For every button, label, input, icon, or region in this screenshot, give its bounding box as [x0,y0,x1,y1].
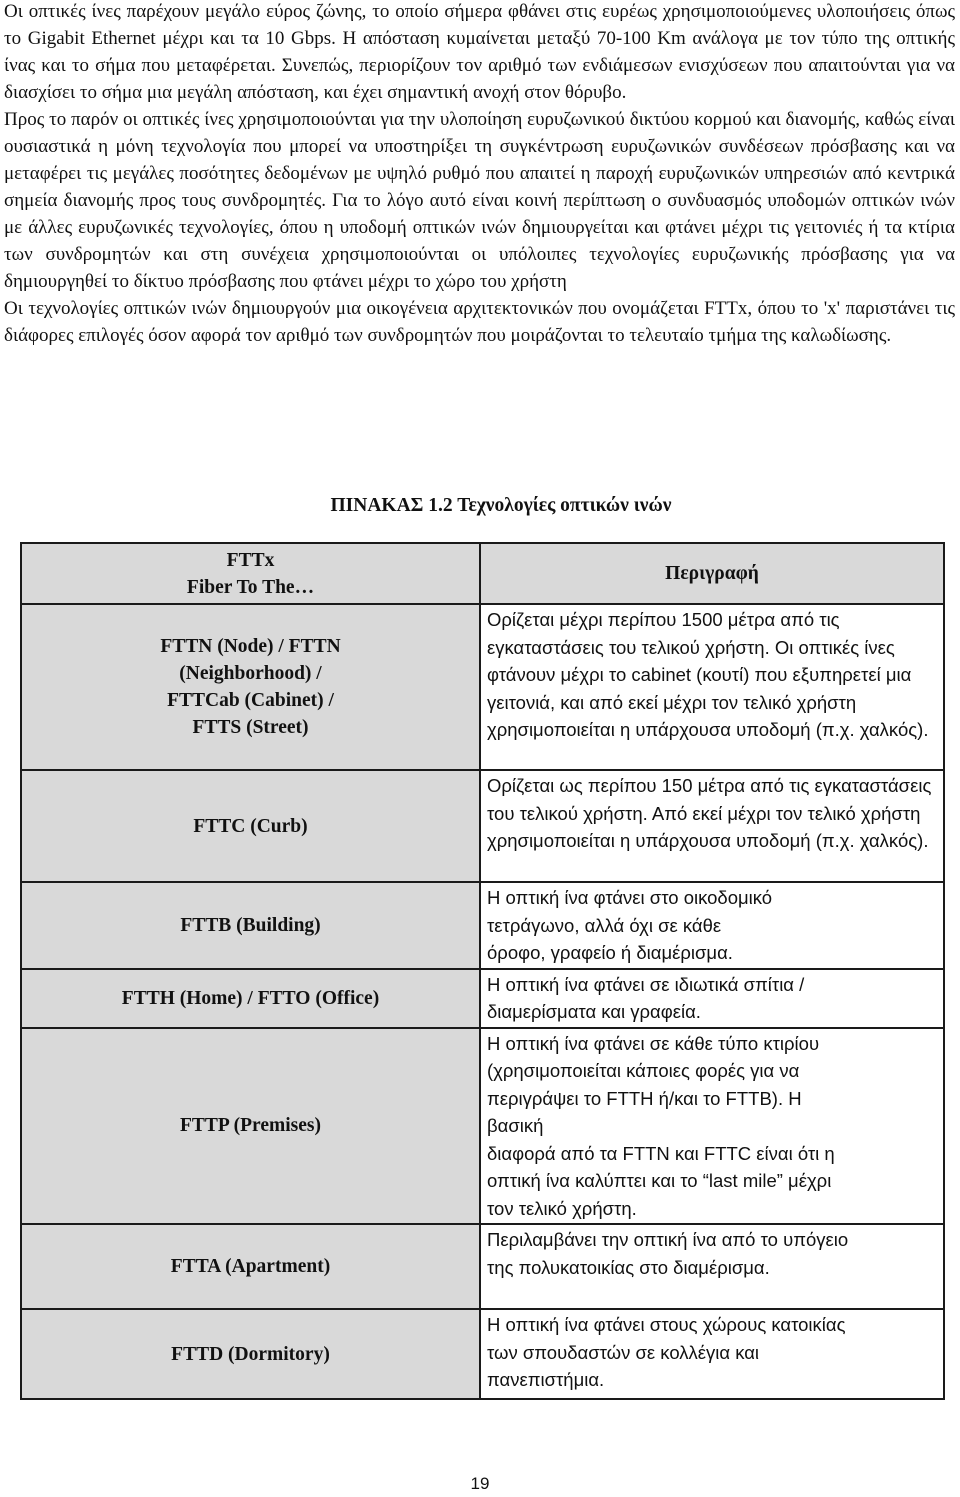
row-name-ftth: FTTH (Home) / FTTO (Office) [21,969,480,1028]
table-row [21,770,944,882]
row-description-ftth: Η οπτική ίνα φτάνει σε ιδιωτικά σπίτια / διαμερίσματα και γραφεία. [480,969,944,1028]
paragraph-backbone: Προς το παρόν οι οπτικές ίνες χρησιμοποιούνται για την υλοποίηση ευρυζωνικού δικτύου κορμού και διανομής, καθώς είναι ουσιαστικά η μόνη τεχνολογία που μπορεί να υποστηρίξει τη συγκέντρωση ευρυζωνικών συνδέσεων πρόσβασης και να μεταφέρει τις μεγάλες ποσότητες δεδομένων με υψηλό ρυθμό που απαιτεί η παροχή ευρυζωνικών υπηρεσιών από κεντρικά σημεία διανομής προς τους συνδρομητές. Για το λόγο αυτό είναι κοινή περίπτωση ο συνδυασμός υποδομών οπτικών ινών με άλλες ευρυζωνικές τεχνολογίες, όπου η υποδομή οπτικών ινών δημιουργείται και φτάνει μέχρι τις γειτονιές ή τα κτίρια των συνδρομητών και στη συνέχεια χρησιμοποιούνται οι υπόλοιπες τεχνολογίες ευρυζωνικής πρόσβασης για να δημιουργηθεί το δίκτυο πρόσβασης που φτάνει μέχρι το χώρο του χρήστη [4,109,955,292]
row-name-ftta: FTTA (Apartment) [21,1224,480,1309]
row-name-fttb: FTTB (Building) [21,882,480,969]
table-row [21,604,944,770]
row-name-fttn: FTTN (Node) / FTTN (Neighborhood) / FTTCab (Cabinet) / FTTS (Street) [21,604,480,770]
row-name-fttp: FTTP (Premises) [21,1028,480,1225]
row-description-fttd: Η οπτική ίνα φτάνει στους χώρους κατοικίας των σπουδαστών σε κολλέγια και πανεπιστήμια. [480,1309,944,1399]
table-header-row [21,543,944,604]
paragraph-bandwidth: Οι οπτικές ίνες παρέχουν μεγάλο εύρος ζώνης, το οποίο σήμερα φθάνει στις ευρέως χρησιμοποιούμενες υλοποιήσεις όπως το Gigabit Ethernet μέχρι και τα 10 Gbps. Η απόσταση κυμαίνεται μεταξύ 70-100 Km ανάλογα με τον τύπο της οπτικής ίνας και το σήμα που μεταφέρεται. Συνεπώς, περιορίζουν τον αριθμό των ενδιάμεσων ενισχύσεων που απαιτούνται για να διασχίσει το σήμα μια μεγάλη απόσταση, και έχει σημαντική ανοχή στον θόρυβο. [4,1,955,103]
table-caption [0,493,960,519]
table-caption-text: ΠΙΝΑΚΑΣ 1.2 Τεχνολογίες οπτικών ινών [330,495,672,516]
fttx-technologies-table [20,542,945,1400]
row-description-fttb: Η οπτική ίνα φτάνει στο οικοδομικό τετράγωνο, αλλά όχι σε κάθε όροφο, γραφείο ή διαμέρισμα. [480,882,944,969]
row-description-fttn: Ορίζεται μέχρι περίπου 1500 μέτρα από τις εγκαταστάσεις του τελικού χρήστη. Οι οπτικές ίνες φτάνουν μέχρι το cabinet (κουτί) που εξυπηρετεί μια γειτονιά, και από εκεί μέχρι τον τελικό χρήστη χρησιμοποιείται η υπάρχουσα υποδομή (π.χ. χαλκός). [480,604,944,770]
row-description-fttc: Ορίζεται ως περίπου 150 μέτρα από τις εγκαταστάσεις του τελικού χρήστη. Από εκεί μέχρι τον τελικό χρήστη χρησιμοποιείται η υπάρχουσα υποδομή (π.χ. χαλκός). [480,770,944,882]
table-row [21,882,944,969]
table-row [21,1309,944,1399]
table-row [21,969,944,1028]
row-name-fttd: FTTD (Dormitory) [21,1309,480,1399]
table-row [21,1224,944,1309]
body-text [4,0,955,349]
header-fttx: FTTx Fiber To The… [21,543,480,604]
row-name-fttc: FTTC (Curb) [21,770,480,882]
table-row [21,1028,944,1225]
row-description-ftta: Περιλαμβάνει την οπτική ίνα από το υπόγειο της πολυκατοικίας στο διαμέρισμα. [480,1224,944,1309]
row-description-fttp: Η οπτική ίνα φτάνει σε κάθε τύπο κτιρίου (χρησιμοποιείται κάποιες φορές για να περιγράψει το FTTH ή/και το FTTB). Η βασική διαφορά από τα FTTN και FTTC είναι ότι η οπτική ίνα καλύπτει και το “last mile” μέχρι τον τελικό χρήστη. [480,1028,944,1225]
paragraph-fttx: Οι τεχνολογίες οπτικών ινών δημιουργούν μια οικογένεια αρχιτεκτονικών που ονομάζεται FTTx, όπου το 'x' παριστάνει τις διάφορες επιλογές όσον αφορά τον αριθμό των συνδρομητών που μοιράζονται το τελευταίο τμήμα της καλωδίωσης. [4,298,955,346]
page-number: 19 [470,1474,490,1493]
header-description: Περιγραφή [480,543,944,604]
